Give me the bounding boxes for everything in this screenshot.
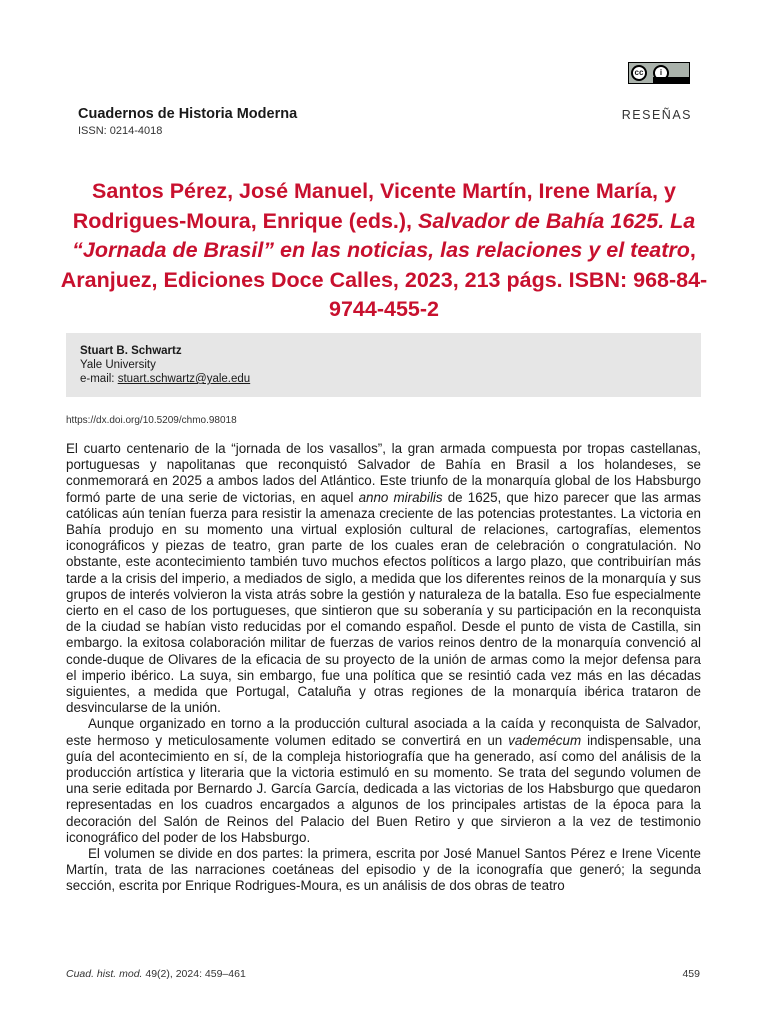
attribution-icon: i (653, 65, 669, 81)
footer-volume-pages: 49(2), 2024: 459–461 (142, 968, 246, 980)
journal-title: Cuadernos de Historia Moderna (78, 106, 298, 122)
footer-citation (66, 968, 246, 980)
page-number: 459 (682, 968, 700, 980)
review-title (60, 177, 708, 325)
paragraph-1 (66, 441, 701, 716)
paragraph-2-italic: vademécum (508, 732, 582, 748)
creative-commons-license-badge[interactable] (628, 62, 690, 84)
section-label: RESEÑAS (621, 108, 692, 122)
email-label: e-mail: (80, 373, 118, 385)
author-email-link[interactable]: stuart.schwartz@yale.edu (117, 373, 251, 385)
paragraph-2-text-a: Aunque organizado en torno a la producción cultural asociada a la caída y reconquista de Salvador, este hermoso y meticulosamente volumen editado se convertirá en un (66, 716, 701, 748)
review-title-publication: , Aranjuez, Ediciones Doce Calles, 2023, 213 págs. ISBN: 968-84-9744-455-2 (60, 238, 708, 321)
paragraph-1-text-b: de 1625, que hizo parecer que las armas católicas aún tenían fuerza para resistir la amenaza creciente de las potencias protestantes. La victoria en Bahía produjo en su momento una virtual explosión cultural de relaciones, cartografías, elementos iconográficos y piezas de teatro, gran parte de los cuales eran de celebración o congratulación. No obstante, este acontecimiento también tuvo muchos efectos políticos a largo plazo, que contribuirían más tarde a la crisis del imperio, a mediados de siglo, a medida que los diferentes reinos de la monarquía y sus grupos de interés volvieron la vista atrás sobre la gestión y naturaleza de la batalla. Eso fue especialmente cierto en el caso de los portugueses, que sintieron que su soberanía y su participación en la reconquista de la ciudad se habían visto reducidas por el comando español. Desde el punto de vista de Castilla, sin embargo. la exitosa colaboración militar de fuerzas de varios reinos dentro de la monarquía convenció al conde-duque de Olivares de la eficacia de su proyecto de la unión de armas como la mejor defensa para el imperio ibérico. La suya, sin embargo, fue una política que se resintió cada vez más en las décadas siguientes, a medida que Portugal, Cataluña y otras regiones de la monarquía ibérica trataron de desvincularse de la unión. (66, 489, 701, 716)
author-box (66, 333, 701, 397)
paragraph-2 (66, 716, 701, 846)
issn: ISSN: 0214-4018 (78, 125, 163, 137)
review-title-authors: Santos Pérez, José Manuel, Vicente Martín, Irene María, y Rodrigues-Moura, Enrique (eds.), (72, 179, 676, 233)
cc-icon: cc (631, 65, 647, 81)
paragraph-2-text-b: indispensable, una guía del acontecimiento en sí, de la compleja historiografía que ha generado, así como del análisis de la producción artística y literaria que la victoria estimuló en su momento. Se trata del segundo volumen de una serie editada por Bernardo J. García García, dedicada a las victorias de los Habsburgo que quedaron representadas en los cuadros encargados a algunos de los principales artistas de la época para la decoración del Salón de Reinos del Palacio del Buen Retiro y que sirvieron a la vez de testimonio iconográfico del poder de los Habsburgo. (66, 732, 701, 845)
footer-journal-abbr: Cuad. hist. mod. (66, 968, 143, 980)
license-strip (653, 77, 689, 83)
paragraph-1-italic: anno mirabilis (358, 489, 443, 505)
author-email-line (80, 373, 250, 385)
doi-link[interactable]: https://dx.doi.org/10.5209/chmo.98018 (66, 415, 237, 426)
review-title-book: Salvador de Bahía 1625. La “Jornada de Brasil” en las noticias, las relaciones y el teatro (72, 208, 696, 262)
author-name: Stuart B. Schwartz (80, 345, 182, 357)
author-affiliation: Yale University (80, 359, 156, 371)
article-body (66, 441, 701, 895)
paragraph-3: El volumen se divide en dos partes: la primera, escrita por José Manuel Santos Pérez e Irene Vicente Martín, trata de las narraciones coetáneas del episodio y de la iconografía que generó; la segunda sección, escrita por Enrique Rodrigues-Moura, es un análisis de dos obras de teatro (66, 846, 701, 894)
paragraph-1-text-a: El cuarto centenario de la “jornada de los vasallos”, la gran armada compuesta por tropas castellanas, portuguesas y napolitanas que reconquistó Salvador de Bahía en Brasil a los holandeses, se conmemorará en 2025 a ambos lados del Atlántico. Este triunfo de la monarquía global de los Habsburgo formó parte de una serie de victorias, en aquel (66, 441, 701, 505)
